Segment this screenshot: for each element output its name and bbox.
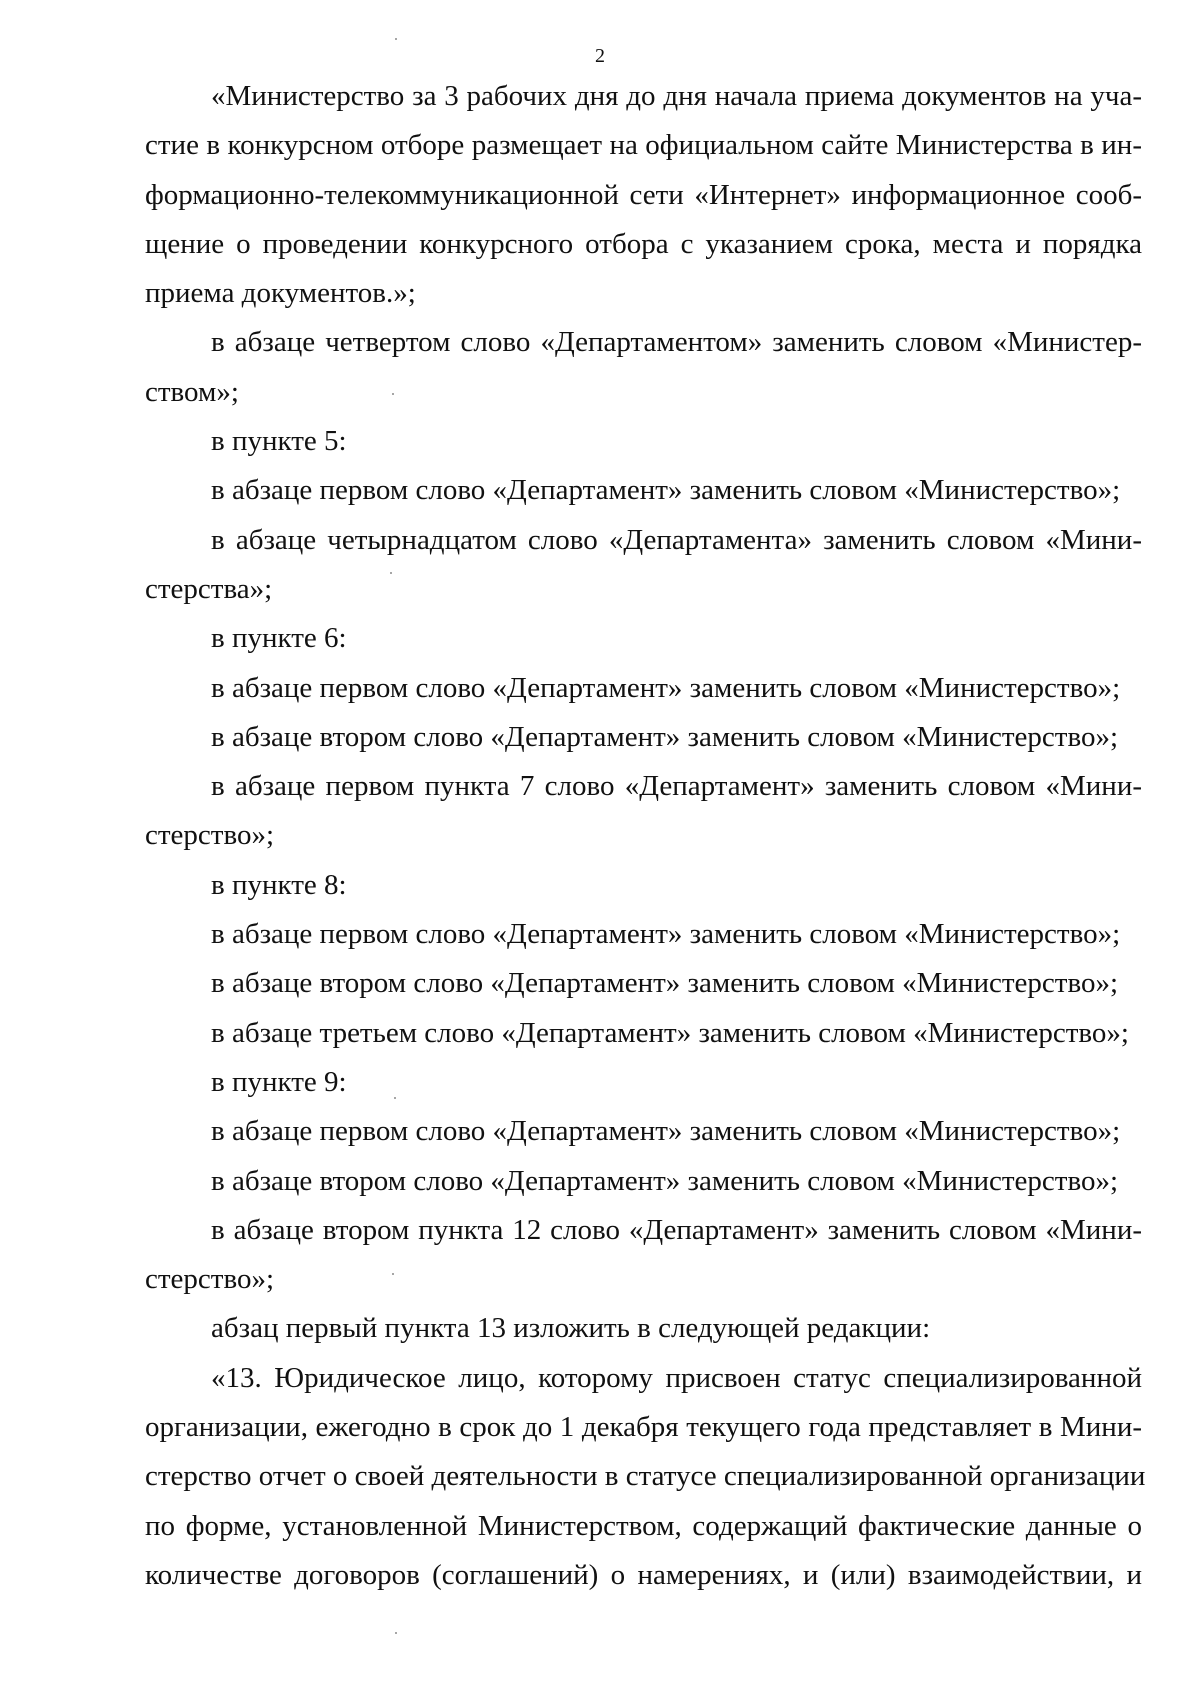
text-line: в абзаце четырнадцатом слово «Департамента» заменить словом «Мини- [211,523,1142,556]
text-line: в абзаце втором пункта 12 слово «Департамент» заменить словом «Мини- [211,1213,1142,1246]
text-line: щение о проведении конкурсного отбора с указанием срока, места и порядка [145,227,1142,260]
text-line: в абзаце втором слово «Департамент» заменить словом «Министерство»; [211,1164,1119,1197]
document-body [145,72,1146,1600]
text-line: «Министерство за 3 рабочих дня до дня начала приема документов на уча- [211,80,1142,112]
text-line: «13. Юридическое лицо, которому присвоен статус специализированной [211,1361,1142,1394]
text-line: стие в конкурсном отборе размещает на официальном сайте Министерства в ин- [145,129,1142,162]
text-line: в пункте 6: [211,622,347,655]
text-line: в абзаце первом пункта 7 слово «Департамент» заменить словом «Мини- [211,770,1142,803]
text-line: ством»; [145,375,239,408]
text-line: в абзаце первом слово «Департамент» заменить словом «Министерство»; [211,1115,1121,1148]
text-line: стерства»; [145,572,273,605]
scan-speck [390,572,392,574]
text-line: стерство»; [145,819,275,852]
text-line: в абзаце первом слово «Департамент» заменить словом «Министерство»; [211,918,1121,951]
text-line: в абзаце втором слово «Департамент» заменить словом «Министерство»; [211,720,1119,753]
text-line: в абзаце первом слово «Департамент» заменить словом «Министерство»; [211,671,1121,704]
text-line: формационно-телекоммуникационной сети «Интернет» информационное сооб- [145,178,1142,211]
scan-speck [394,1097,396,1099]
scan-speck [392,1273,394,1275]
text-line: в абзаце четвертом слово «Департаментом» заменить словом «Министер- [211,326,1142,359]
scan-speck [392,393,394,395]
text-line: организации, ежегодно в срок до 1 декабря текущего года представляет в Мини- [145,1411,1142,1444]
text-line: в пункте 9: [211,1065,347,1098]
text-line: в пункте 5: [211,425,347,458]
text-line: в абзаце третьем слово «Департамент» заменить словом «Министерство»; [211,1016,1129,1049]
text-line: в абзаце первом слово «Департамент» заменить словом «Министерство»; [211,474,1121,507]
text-line: стерство»; [145,1263,275,1296]
scan-speck [395,38,397,40]
text-line: в абзаце втором слово «Департамент» заменить словом «Министерство»; [211,967,1119,1000]
page-number: 2 [595,45,605,67]
text-line: количестве договоров (соглашений) о намерениях, и (или) взаимодействии, и [145,1558,1142,1591]
text-line: стерство отчет о своей деятельности в статусе специализированной организации [145,1460,1146,1493]
text-line: по форме, установленной Министерством, содержащий фактические данные о [145,1509,1142,1542]
scan-speck [395,1632,397,1634]
text-line: приема документов.»; [145,277,416,310]
text-line: абзац первый пункта 13 изложить в следующей редакции: [211,1312,931,1345]
text-line: в пункте 8: [211,868,347,901]
